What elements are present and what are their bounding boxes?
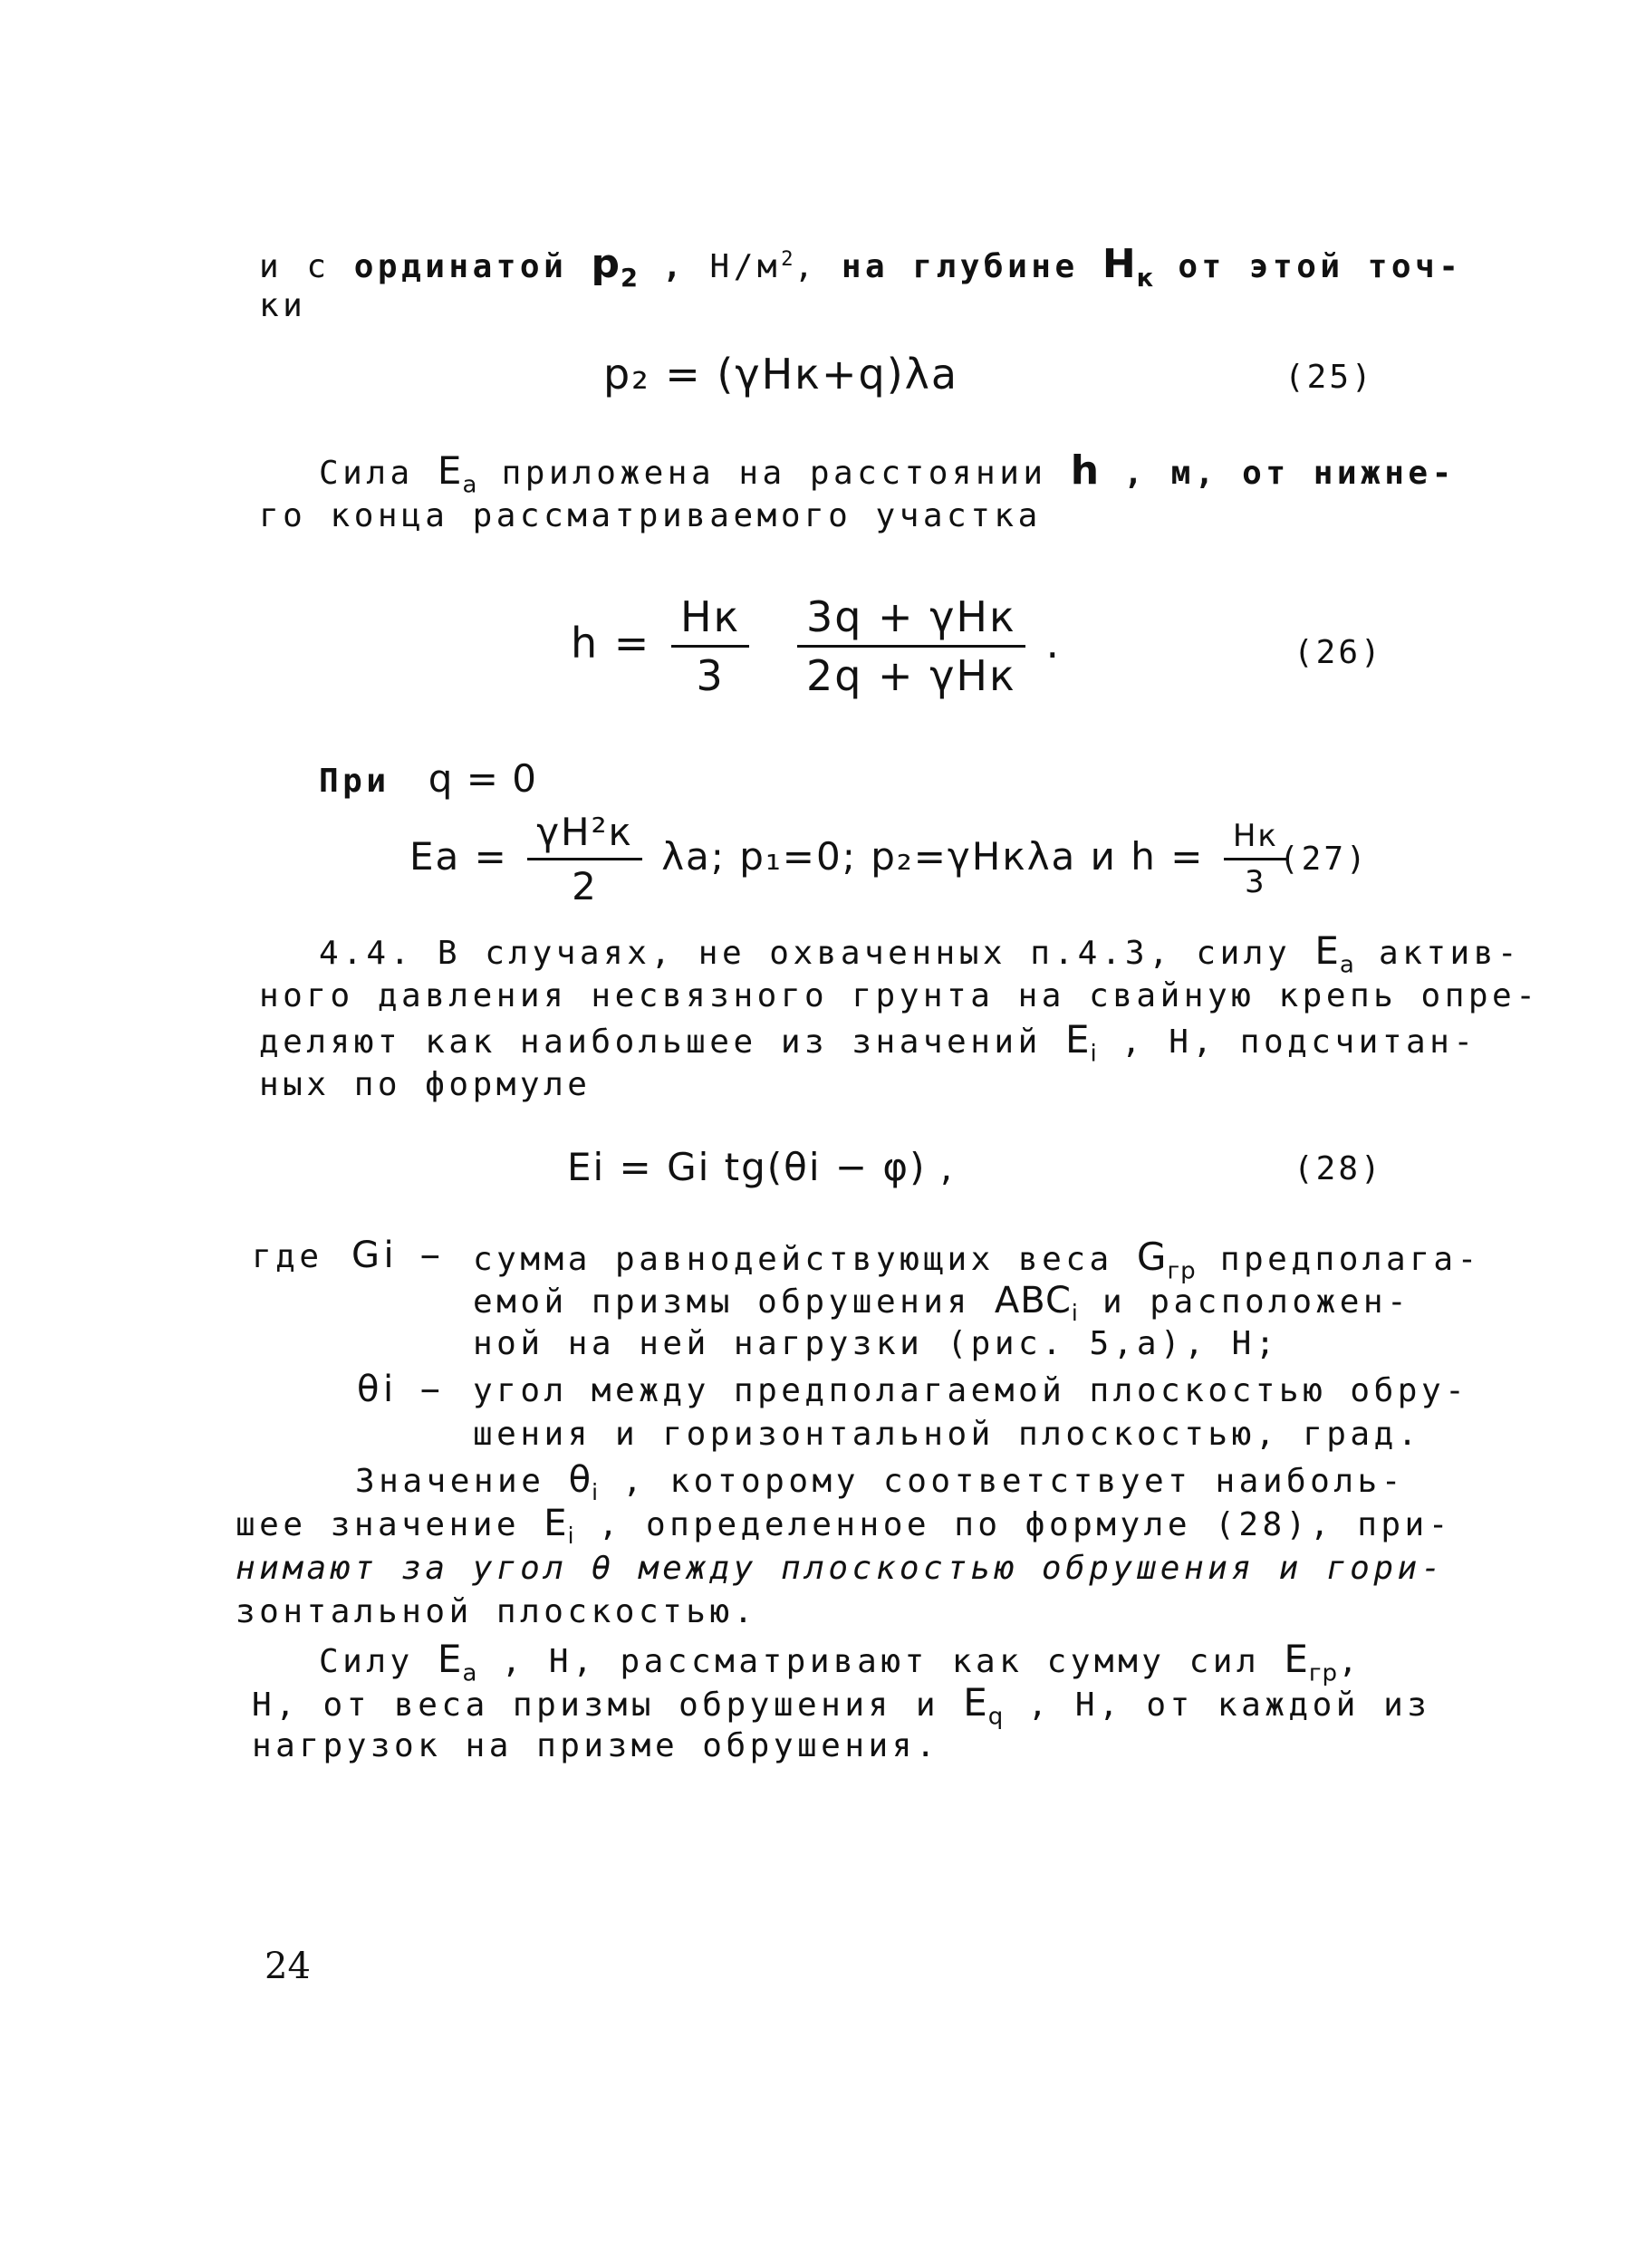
fraction-denominator: 2 bbox=[572, 864, 598, 908]
fraction-2 bbox=[1224, 818, 1287, 900]
text: ки bbox=[259, 287, 307, 324]
symbol-p: $p_2$ bbox=[591, 241, 639, 293]
fraction-denominator: 3 bbox=[1245, 864, 1266, 900]
text: , bbox=[794, 248, 818, 285]
where-dash-1: − bbox=[420, 1238, 445, 1275]
fraction-1 bbox=[671, 592, 749, 700]
text: и расположен- bbox=[1102, 1283, 1411, 1321]
intro-line-2 bbox=[259, 284, 306, 328]
symbol-ABCi: $ABC_i$ bbox=[994, 1280, 1079, 1326]
equation-27 bbox=[409, 810, 1293, 908]
condition-line bbox=[319, 757, 537, 803]
text: актив- bbox=[1379, 935, 1522, 972]
fraction-numerator: Hк bbox=[671, 592, 749, 648]
text: , определенное по формуле (28), при- bbox=[598, 1506, 1452, 1543]
text: угол между предполагаемой плоскостью обру- bbox=[473, 1372, 1469, 1409]
text: , которому соответствует наиболь- bbox=[622, 1463, 1405, 1500]
para44-line-2 bbox=[259, 975, 1539, 1018]
equation-28 bbox=[567, 1145, 954, 1189]
text: Значение bbox=[355, 1463, 545, 1500]
text-bold: от этой точ- bbox=[1178, 248, 1463, 285]
symbol-Ea: $E_a$ bbox=[437, 1637, 478, 1687]
symbol-Eq: $E_q$ bbox=[963, 1680, 1005, 1731]
where-def2-line-2 bbox=[473, 1413, 1421, 1456]
text-bold: от нижне- bbox=[1242, 455, 1456, 492]
where-def2-line-1 bbox=[473, 1369, 1468, 1413]
theta-line-4 bbox=[236, 1590, 757, 1634]
text: , bbox=[1338, 1643, 1362, 1680]
text: , Н, от каждой из bbox=[1027, 1687, 1431, 1724]
symbol-Ea: $E_a$ bbox=[1314, 928, 1355, 979]
text: Силу bbox=[319, 1643, 414, 1680]
equation-26 bbox=[571, 592, 1061, 700]
unit: $Н/м^2$ bbox=[709, 247, 794, 285]
equation-number-25: (25) bbox=[1285, 359, 1374, 396]
where-label: где bbox=[252, 1238, 323, 1275]
condition-expression: q = 0 bbox=[428, 756, 537, 801]
text: зонтальной плоскостью. bbox=[236, 1593, 757, 1630]
text: , м, bbox=[1123, 455, 1218, 492]
where-dash-2: − bbox=[420, 1372, 445, 1409]
text: деляют как наибольшее из значений bbox=[259, 1023, 1042, 1061]
fraction-numerator: Hк bbox=[1224, 818, 1287, 860]
text: нимают за угол θ между плоскостью обрушения и гори- bbox=[236, 1550, 1445, 1587]
text: , Н, рассматривают как сумму сил bbox=[501, 1643, 1261, 1680]
text: ных по формуле bbox=[259, 1066, 592, 1103]
equation-number-27: (27) bbox=[1279, 841, 1369, 878]
symbol-theta-i: $\theta_i$ bbox=[568, 1459, 599, 1505]
text-bold: При bbox=[319, 763, 390, 800]
equation-25 bbox=[603, 350, 958, 399]
text: го конца рассматриваемого участка bbox=[259, 497, 1042, 534]
text-bold: ординатой bbox=[353, 248, 568, 285]
force2-line-3 bbox=[252, 1725, 939, 1768]
text: шее значение bbox=[236, 1506, 521, 1543]
text: ной на ней нагрузки (рис. 5,а), Н; bbox=[473, 1325, 1279, 1362]
text: и с bbox=[259, 248, 331, 285]
symbol-Ggr: $G_{гр}$ bbox=[1136, 1235, 1197, 1285]
intro-line-1 bbox=[259, 237, 1462, 301]
symbol-H: $H_к$ bbox=[1102, 241, 1155, 293]
symbol-Egr: $E_{гр}$ bbox=[1284, 1637, 1339, 1687]
text: ного давления несвязного грунта на свайную крепь опре- bbox=[259, 977, 1540, 1014]
symbol-Ea: $E_a$ bbox=[437, 448, 478, 499]
equation-number-28: (28) bbox=[1294, 1150, 1383, 1187]
text-bold: на глубине bbox=[841, 248, 1079, 285]
text: 4.4. В случаях, не охваченных п.4.3, силу bbox=[319, 935, 1292, 972]
formula-text: p₂ = (γHк+q)λa bbox=[603, 350, 959, 399]
text: сумма равнодействующих веса bbox=[473, 1241, 1113, 1278]
where-term-1: Gi bbox=[351, 1235, 399, 1276]
where-def1-line-3 bbox=[473, 1322, 1279, 1366]
fraction-1 bbox=[527, 810, 642, 908]
text: предполага- bbox=[1219, 1241, 1481, 1278]
text: Н, от веса призмы обрушения и bbox=[252, 1687, 940, 1724]
text: приложена на расстоянии bbox=[501, 455, 1047, 492]
fraction-denominator: 3 bbox=[696, 651, 725, 700]
symbol-h: h bbox=[1070, 447, 1101, 494]
theta-line-3 bbox=[236, 1547, 1445, 1590]
force-line-2 bbox=[259, 495, 1042, 538]
symbol-Ei: $E_i$ bbox=[1064, 1017, 1098, 1068]
text: , bbox=[662, 248, 687, 285]
fraction-denominator: 2q + γHк bbox=[805, 651, 1016, 700]
text: Сила bbox=[319, 455, 414, 492]
page-number: 24 bbox=[265, 1946, 311, 1987]
fraction-2 bbox=[797, 592, 1025, 700]
text: нагрузок на призме обрушения. bbox=[252, 1727, 940, 1764]
where-term-2: θi bbox=[357, 1369, 398, 1410]
formula-tail: . bbox=[1045, 619, 1062, 668]
fraction-numerator: 3q + γHк bbox=[797, 592, 1025, 648]
formula-text: Ei = Gi tg(θi − φ) , bbox=[567, 1145, 955, 1189]
para44-line-4 bbox=[259, 1063, 591, 1107]
formula-lhs: Ea = bbox=[409, 834, 508, 879]
symbol-Ei: $E_i$ bbox=[544, 1503, 575, 1549]
formula-lhs: h = bbox=[571, 619, 651, 668]
text: емой призмы обрушения bbox=[473, 1283, 971, 1321]
fraction-numerator: γH²к bbox=[527, 810, 642, 860]
formula-rest: λa; p₁=0; p₂=γHкλa и h = bbox=[661, 834, 1205, 879]
equation-number-26: (26) bbox=[1294, 634, 1383, 671]
text: , Н, подсчитан- bbox=[1121, 1023, 1477, 1061]
text: шения и горизонтальной плоскостью, град. bbox=[473, 1416, 1421, 1453]
